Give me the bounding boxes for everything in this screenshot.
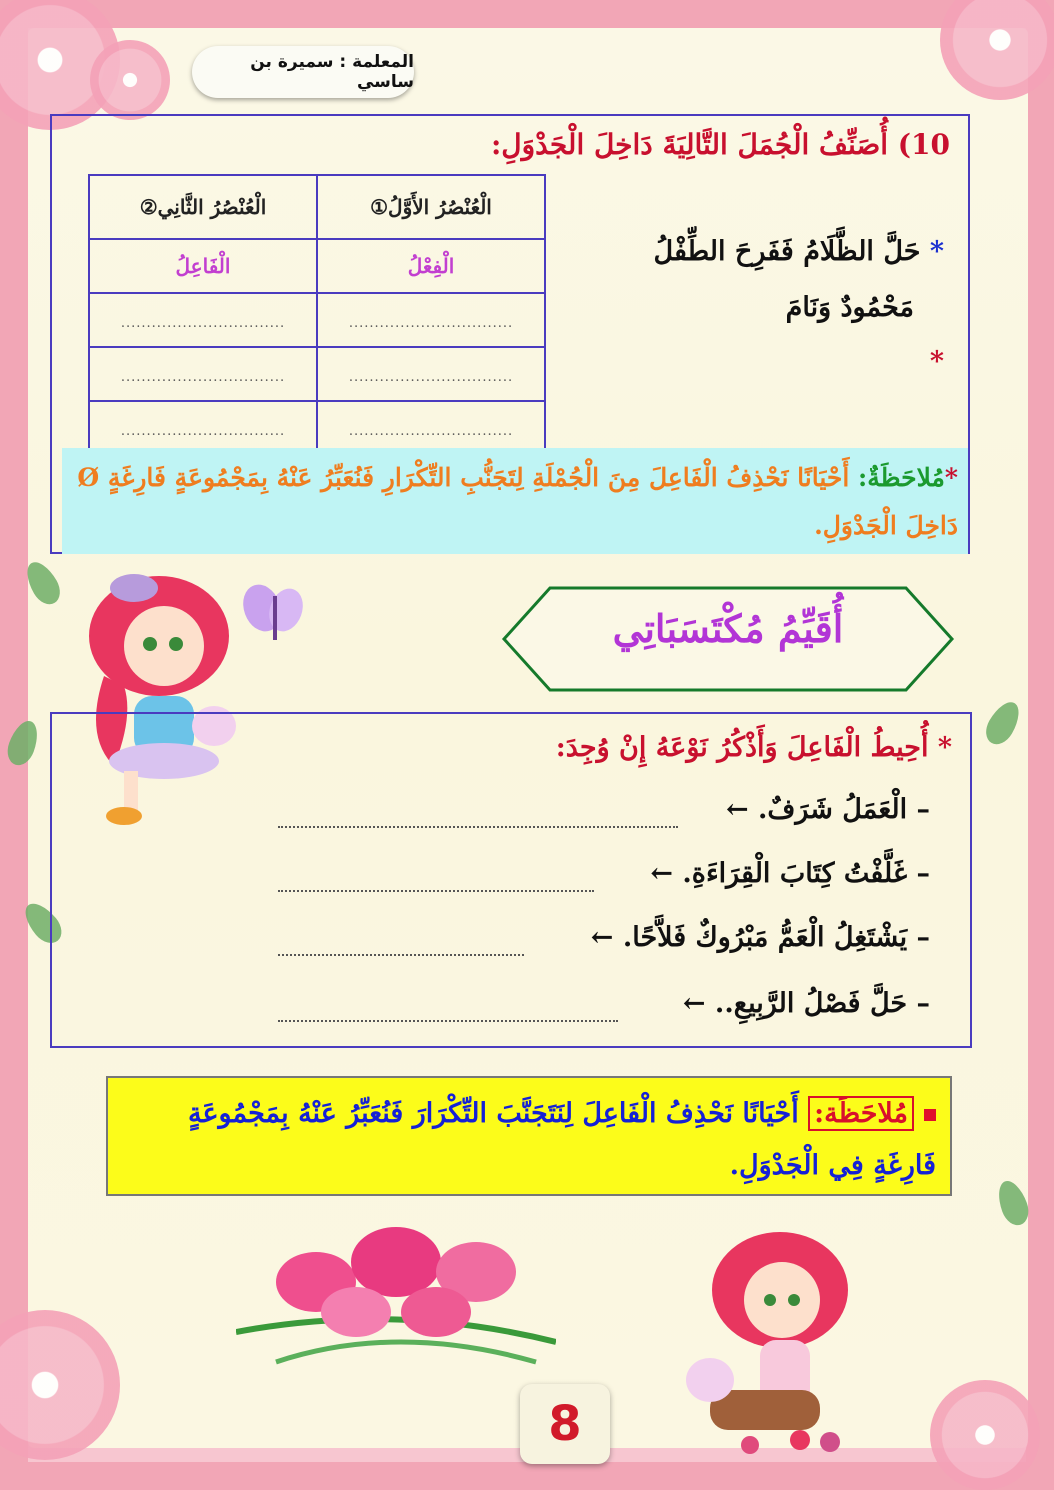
butterfly-icon bbox=[240, 580, 310, 656]
table-header-second: الْعُنْصُرُ الثَّانِي② bbox=[89, 175, 317, 239]
note-1-label: مُلاحَظَةٌ: bbox=[858, 463, 945, 492]
sentence-1 bbox=[654, 236, 944, 267]
teacher-label: المعلمة : سميرة بن ساسي bbox=[250, 52, 414, 92]
flower-decoration bbox=[90, 40, 170, 120]
section-title: أُقَيِّمُ مُكْتَسَبَاتِي bbox=[612, 606, 844, 651]
table-row bbox=[89, 239, 545, 293]
blank-cell[interactable]: ................................ bbox=[317, 347, 545, 401]
sentence-1-text: حَلَّ الظَّلَامُ فَفَرِحَ الطِّفْلُ bbox=[653, 236, 921, 267]
orchid-bouquet-illustration bbox=[236, 1212, 556, 1372]
table-row bbox=[89, 347, 545, 401]
sentence-2: مَحْمُودٌ وَنَامَ bbox=[785, 292, 914, 323]
teacher-name-badge bbox=[192, 46, 414, 98]
answer-line-3[interactable] bbox=[278, 954, 524, 956]
table-row bbox=[89, 401, 545, 455]
note-2-text: أَحْيَانًا نَحْذِفُ الْفَاعِلَ لِنَتَجَنَّبَ التِّكْرَارَ فَنُعَبِّرُ عَنْهُ بِمَجْمُوعَةٍ فَارِغَةٍ فِي الْجَدْوَلِ. bbox=[187, 1098, 936, 1181]
blank-cell[interactable]: ................................ bbox=[317, 293, 545, 347]
table-cell-verb: الْفِعْلُ bbox=[317, 239, 545, 293]
exercise-line-1: – الْعَمَلُ شَرَفٌ. ← bbox=[725, 794, 930, 825]
table-header-row bbox=[89, 175, 545, 239]
exercise-line-3: – يَشْتَغِلُ الْعَمُّ مَبْرُوكٌ فَلاَّحًا. ← bbox=[590, 922, 930, 953]
note-1-star: * bbox=[944, 463, 958, 492]
page-number: 8 bbox=[520, 1384, 610, 1464]
girl-sitting-illustration bbox=[670, 1220, 880, 1460]
table-row bbox=[89, 293, 545, 347]
exercise-2-title: * أُحِيطُ الْفَاعِلَ وَأَذْكُرُ نَوْعَهُ إِنْ وُجِدَ: bbox=[555, 732, 952, 763]
answer-line-4[interactable] bbox=[278, 1020, 618, 1022]
bullet-star-red: * bbox=[929, 346, 944, 377]
blank-cell[interactable]: ................................ bbox=[89, 293, 317, 347]
note-2-label: مُلاحَظَة: bbox=[808, 1096, 914, 1131]
exercise-line-4: – حَلَّ فَصْلُ الرَّبِيعِ.. ← bbox=[682, 988, 930, 1019]
answer-line-2[interactable] bbox=[278, 890, 594, 892]
note-1 bbox=[62, 448, 968, 554]
note-2 bbox=[106, 1076, 952, 1196]
blank-cell[interactable]: ................................ bbox=[89, 347, 317, 401]
blank-cell[interactable]: ................................ bbox=[89, 401, 317, 455]
table-cell-subject: الْفَاعِلُ bbox=[89, 239, 317, 293]
note-1-text: أَحْيَانًا نَحْذِفُ الْفَاعِلَ مِنَ الْجُمْلَةِ لِتَجَنُّبِ التِّكْرَارِ فَنُعَبِّرُ عَنْهُ بِمَجْمُوعَةٍ فَارِغَةٍ Ø دَاخِلَ الْجَدْوَلِ. bbox=[77, 463, 958, 540]
exercise-2-box bbox=[50, 712, 972, 1048]
answer-line-1[interactable] bbox=[278, 826, 678, 828]
flower-decoration bbox=[930, 1380, 1040, 1490]
blank-cell[interactable]: ................................ bbox=[317, 401, 545, 455]
bullet-star: * bbox=[929, 236, 944, 267]
table-header-first: الْعُنْصُرُ الأَوَّلُ① bbox=[317, 175, 545, 239]
bullet-square-icon bbox=[924, 1109, 936, 1121]
exercise-line-2: – غَلَّفْتُ كِتَابَ الْقِرَاءَةِ. ← bbox=[650, 858, 930, 889]
classification-table bbox=[88, 174, 546, 456]
exercise-10-title: 10) أُصَنِّفُ الْجُمَلَ التَّالِيَةَ دَاخِلَ الْجَدْوَلِ: bbox=[490, 128, 950, 161]
